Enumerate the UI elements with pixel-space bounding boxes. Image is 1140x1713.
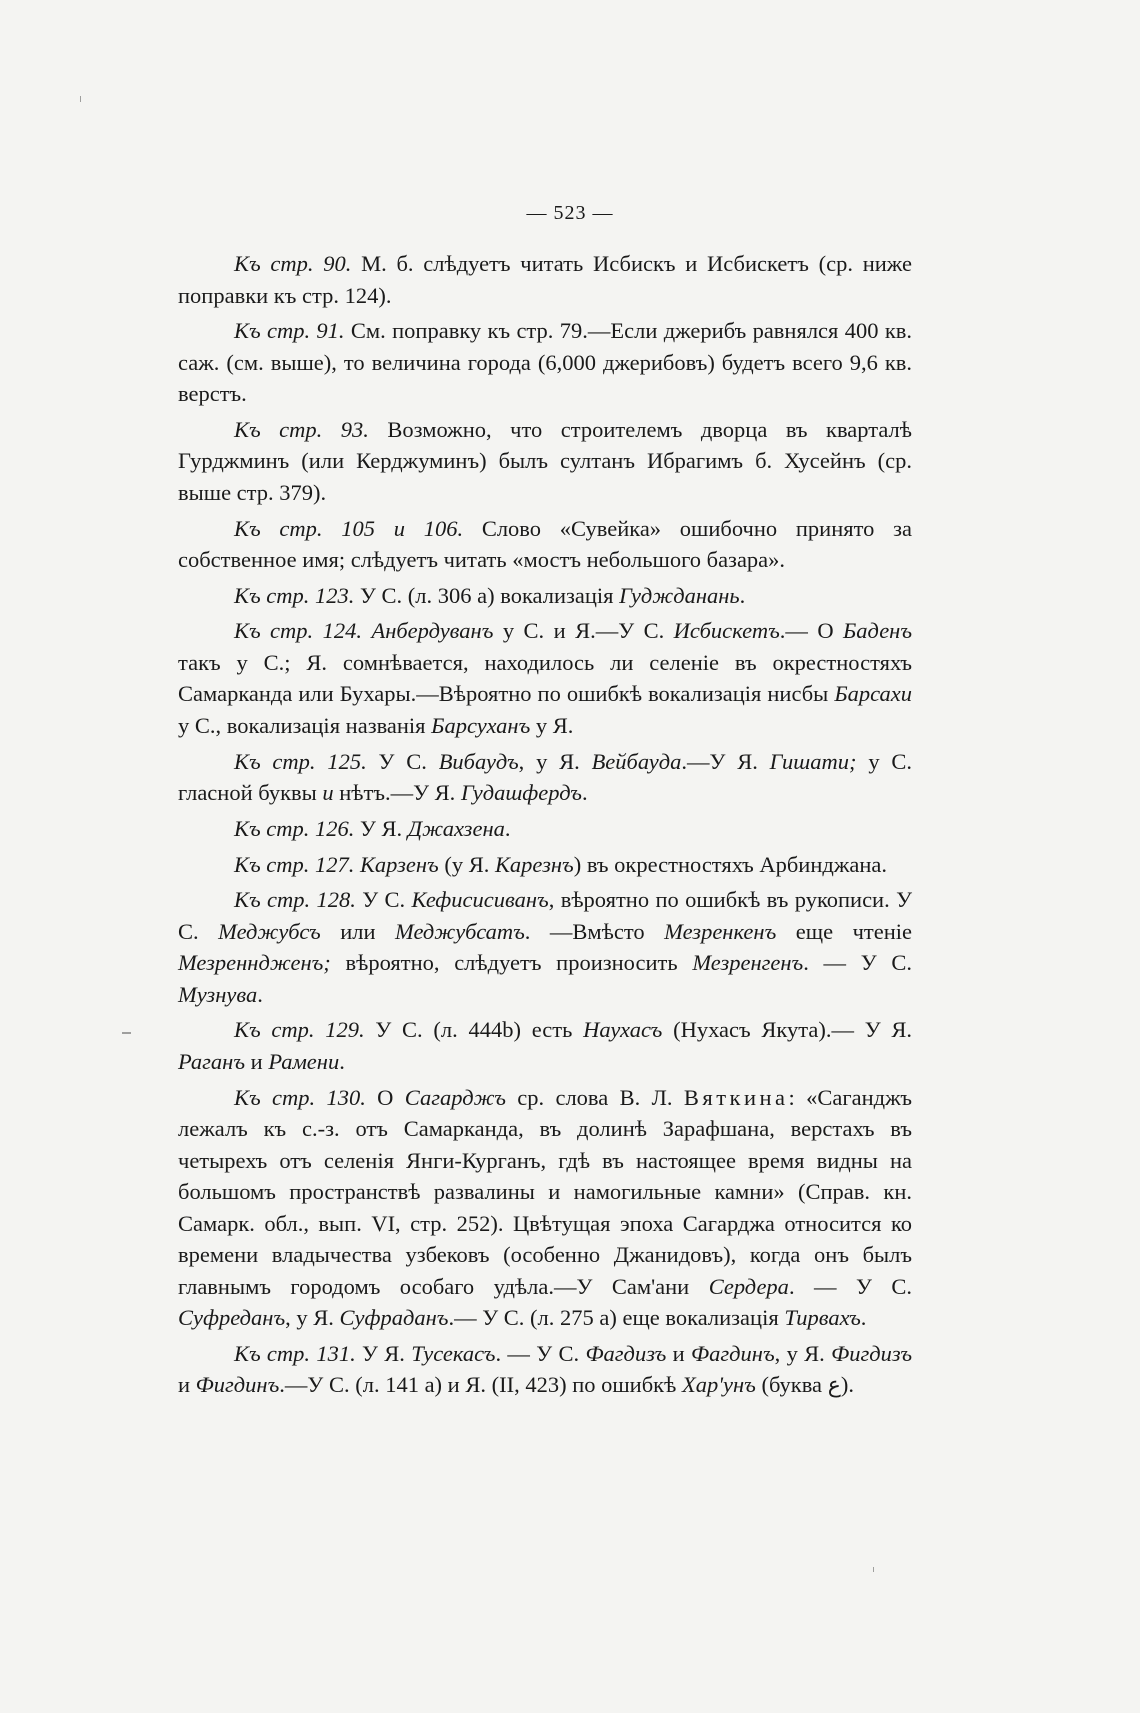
place-name: Гудашфердъ bbox=[460, 780, 582, 806]
entry-ref: Къ стр. 91. bbox=[234, 318, 345, 344]
place-name: Фагдизъ bbox=[585, 1340, 667, 1366]
entry-ref: Къ стр. 93. bbox=[234, 416, 369, 442]
entry-text: , вѣроятно по ошибкѣ въ рукописи. У С. bbox=[178, 887, 913, 944]
place-name: Мезренгенъ bbox=[692, 950, 804, 976]
place-name: Баденъ bbox=[843, 618, 913, 644]
entry-text: .—У С. (л. 141 а) и Я. (II, 423) по ошибкѣ bbox=[279, 1372, 682, 1398]
place-name: Суфраданъ bbox=[339, 1305, 449, 1331]
entry-text: ) въ окрестностяхъ Арбинджана. bbox=[573, 851, 888, 877]
entry-text: М. б. слѣдуетъ читать Исбискъ и Исбискетъ (ср. ниже поправки къ стр. 124). bbox=[178, 251, 913, 308]
entry-ref: Къ стр. 124. bbox=[234, 618, 362, 644]
place-name: Гуджданань bbox=[619, 582, 740, 608]
entry-ref: Къ стр. 129. bbox=[234, 1017, 365, 1043]
place-name: Тирвахъ bbox=[784, 1305, 861, 1331]
entry-text: . bbox=[504, 815, 511, 841]
place-name: Фигдизъ bbox=[831, 1340, 913, 1366]
entry-text: и bbox=[245, 1048, 269, 1074]
entry-text: У Я. bbox=[355, 1340, 412, 1366]
entry-ref: Къ стр. 105 и 106. bbox=[234, 515, 464, 541]
place-name: Сердера bbox=[708, 1273, 789, 1299]
place-name: Барсахи bbox=[834, 681, 912, 707]
place-name: Меджубсатъ bbox=[395, 918, 525, 944]
place-name: Карзенъ bbox=[359, 851, 439, 877]
entry-p126 bbox=[178, 813, 912, 845]
entry-ref: Къ стр. 126. bbox=[234, 815, 355, 841]
entry-p123 bbox=[178, 580, 912, 612]
entry-text: еще чтеніе bbox=[776, 918, 912, 944]
entry-text: . bbox=[257, 981, 263, 1007]
place-name: Барсуханъ bbox=[431, 712, 531, 738]
entry-ref: Къ стр. 130. bbox=[234, 1084, 366, 1110]
entry-text: О bbox=[365, 1084, 405, 1110]
entry-text: . bbox=[339, 1048, 345, 1074]
entry-text: .— У С. (л. 275 а) еще вокализація bbox=[448, 1305, 785, 1331]
entry-text: , у Я. bbox=[774, 1340, 832, 1366]
entry-p105 bbox=[178, 513, 912, 576]
entry-text: См. поправку къ стр. 79.—Если джерибъ равнялся 400 кв. саж. (см. выше), то величина города (6,000 джерибовъ) будетъ всего 9,6 кв. верстъ. bbox=[178, 318, 913, 407]
entry-text: (у Я. bbox=[438, 851, 495, 877]
entry-p129 bbox=[178, 1014, 912, 1077]
place-name: Сагарджъ bbox=[404, 1084, 506, 1110]
place-name: Гишати; bbox=[769, 748, 857, 774]
entry-text: (Нухасъ Якута).— У Я. bbox=[662, 1017, 913, 1043]
place-name: Джахзена bbox=[407, 815, 505, 841]
entry-text: или bbox=[320, 918, 396, 944]
place-name: Фигдинъ bbox=[195, 1372, 280, 1398]
place-name: Раганъ bbox=[178, 1048, 246, 1074]
place-name: Музнува bbox=[178, 981, 258, 1007]
place-name: Вейбауда bbox=[591, 748, 682, 774]
entry-text: (буква bbox=[755, 1372, 828, 1398]
entry-text: , у Я. bbox=[518, 748, 592, 774]
entry-text: нѣтъ.—У Я. bbox=[333, 780, 461, 806]
place-name: Рамени bbox=[268, 1048, 340, 1074]
entry-p125 bbox=[178, 746, 912, 809]
entry-text: ). bbox=[840, 1372, 854, 1398]
entry-ref: Къ стр. 128. bbox=[234, 887, 356, 913]
entry-text: Слово «Сувейка» ошибочно принято за собственное имя; слѣдуетъ читать «мостъ небольшого базара». bbox=[178, 515, 912, 573]
entry-text: . bbox=[739, 582, 746, 608]
entry-text: ср. слова В. Л. bbox=[505, 1084, 684, 1110]
entry-text: и bbox=[666, 1340, 692, 1366]
corrections-text bbox=[178, 248, 912, 1402]
entry-ref: Къ стр. 123. bbox=[234, 582, 355, 608]
entry-p131 bbox=[178, 1338, 912, 1402]
place-name: Карезнъ bbox=[494, 851, 574, 877]
entry-text: .— О bbox=[779, 618, 844, 644]
entry-text: У С. bbox=[355, 887, 412, 913]
entry-text: и bbox=[178, 1372, 196, 1398]
scan-speck bbox=[122, 1032, 131, 1034]
entry-p124 bbox=[178, 615, 912, 741]
entry-ref: Къ стр. 131. bbox=[234, 1340, 356, 1366]
entry-text: У С. (л. 306 а) вокализація bbox=[354, 582, 620, 608]
place-name: Наухасъ bbox=[583, 1017, 663, 1043]
place-name: Тусекасъ bbox=[411, 1340, 496, 1366]
place-name: Вибаудъ bbox=[438, 748, 519, 774]
place-name: Меджубсъ bbox=[218, 918, 321, 944]
place-name: Мезренндженъ; bbox=[178, 950, 331, 976]
entry-p93 bbox=[178, 414, 912, 509]
entry-p130 bbox=[178, 1082, 912, 1334]
entry-text: у Я. bbox=[530, 712, 574, 738]
place-name: Суфреданъ bbox=[178, 1305, 286, 1331]
place-name: Кефисисиванъ bbox=[411, 887, 549, 913]
entry-text: У С. bbox=[366, 748, 439, 774]
entry-p127 bbox=[178, 849, 912, 881]
entry-ref: Къ стр. 125. bbox=[234, 748, 367, 774]
entry-text: . — У С. bbox=[803, 950, 913, 976]
entry-text: У С. (л. 444b) есть bbox=[364, 1017, 584, 1043]
entry-text: Возможно, что строителемъ дворца въ кварталѣ Гурджминъ (или Керджуминъ) былъ султанъ Ибрагимъ б. Хусейнъ (ср. выше стр. 379). bbox=[178, 416, 912, 505]
entry-text: .—У Я. bbox=[681, 748, 770, 774]
author-name: Вяткина bbox=[683, 1084, 789, 1110]
entry-text: у С. гласной буквы bbox=[178, 748, 913, 806]
entry-text: . bbox=[582, 780, 588, 806]
place-name: Анбердуванъ bbox=[371, 618, 494, 644]
entry-p90 bbox=[178, 248, 912, 311]
entry-p91 bbox=[178, 315, 912, 410]
arabic-letter: ع bbox=[827, 1373, 841, 1399]
entry-text: у С. и Я.—У С. bbox=[493, 618, 674, 644]
entry-text: такъ у С.; Я. сомнѣвается, находилось ли селеніе въ окрестностяхъ Самарканда или Бухары.—Вѣроятно по ошибкѣ вокализація нисбы bbox=[178, 649, 912, 707]
entry-text: у С., вокализація названія bbox=[178, 712, 432, 738]
entry-text: У Я. bbox=[354, 815, 408, 841]
entry-ref: Къ стр. 127. bbox=[234, 851, 355, 877]
entry-ref: Къ стр. 90. bbox=[234, 251, 352, 276]
letter: и bbox=[322, 780, 334, 806]
place-name: Фагдинъ bbox=[691, 1340, 775, 1366]
scan-speck bbox=[80, 96, 81, 102]
entry-text: вѣроятно, слѣдуетъ произносить bbox=[330, 950, 693, 976]
entry-text: . bbox=[860, 1305, 867, 1331]
entry-text: . — У С. bbox=[495, 1340, 586, 1366]
place-name: Мезренкенъ bbox=[664, 918, 777, 944]
entry-p128 bbox=[178, 884, 912, 1010]
place-name: Хар'унъ bbox=[681, 1372, 756, 1398]
entry-text: : «Саганджъ лежалъ къ с.-з. отъ Самарканда, въ долинѣ Зарафшана, верстахъ въ четырехъ отъ селенія Янги-Курганъ, гдѣ въ настоящее время видны на большомъ пространствѣ развалины и намогильные камни» (Справ. кн. Самарк. обл., вып. VI, стр. 252). Цвѣтущая эпоха Сагарджа относится ко времени владычества узбековъ (особенно Джанидовъ), когда онъ былъ главнымъ городомъ особаго удѣла.—У Сам'ани bbox=[178, 1084, 912, 1299]
entry-text: . —Вмѣсто bbox=[524, 918, 665, 944]
place-name: Исбискетъ bbox=[673, 618, 780, 644]
entry-text: , у Я. bbox=[285, 1305, 340, 1331]
entry-text: . — У С. bbox=[788, 1273, 913, 1299]
page-number: — 523 — bbox=[526, 202, 614, 224]
scan-speck bbox=[873, 1567, 874, 1572]
